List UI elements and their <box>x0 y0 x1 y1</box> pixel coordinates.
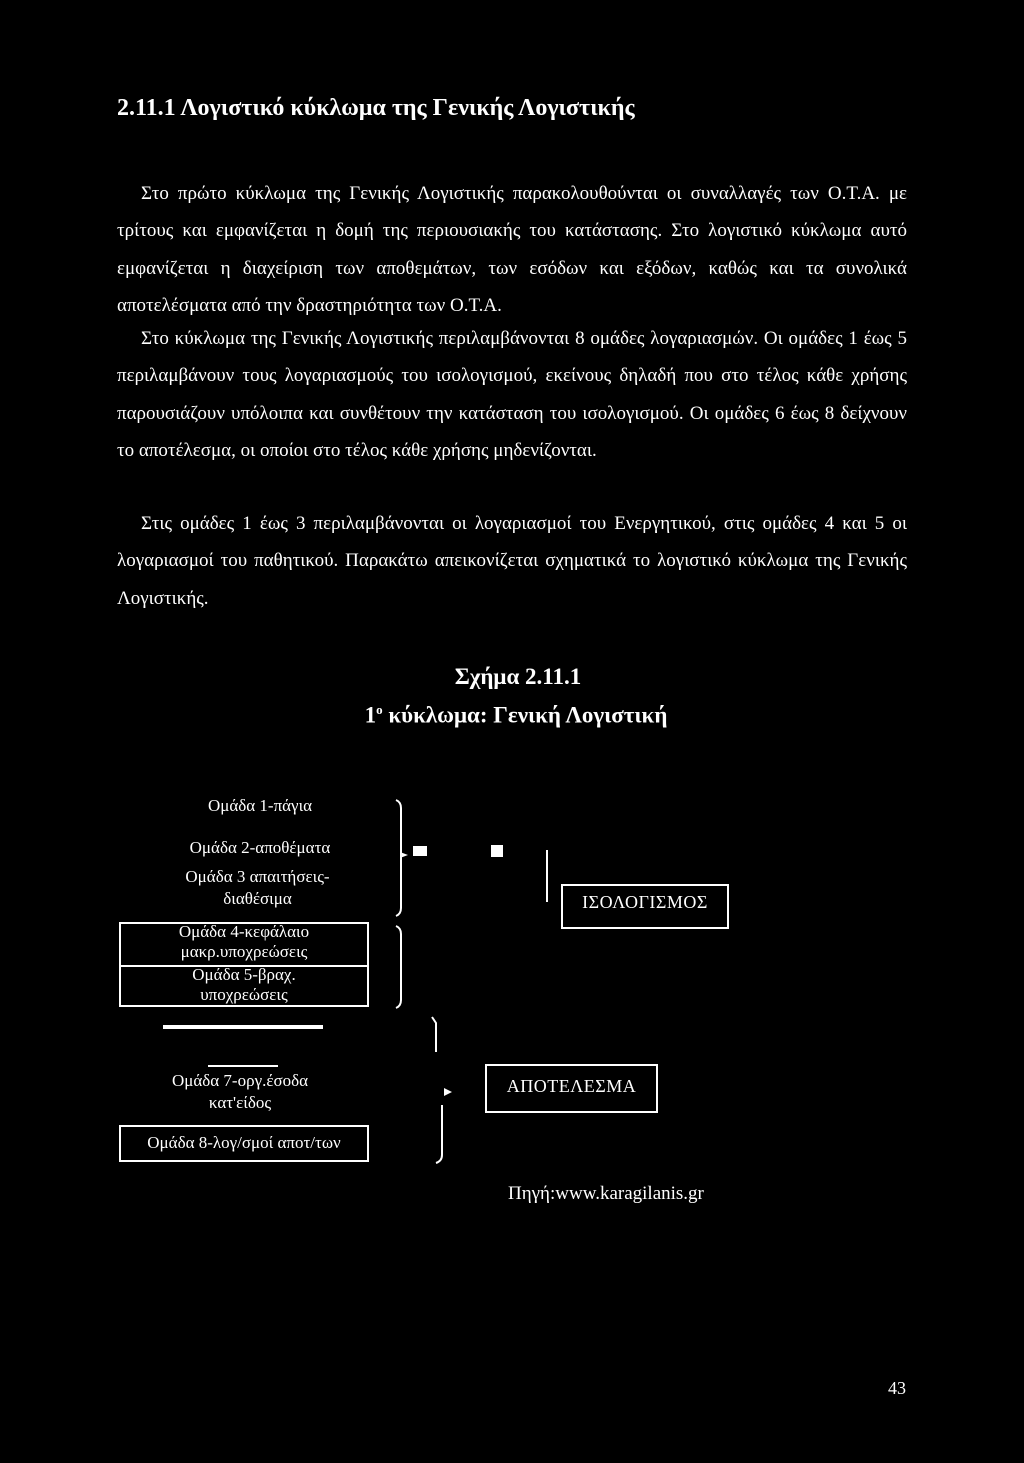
group-5-line-1: Ομάδα 5-βραχ. <box>192 965 296 984</box>
group-8-label: Ομάδα 8-λογ/σμοί αποτ/των <box>147 1133 341 1152</box>
group-7-line-1: Ομάδα 7-οργ.έσοδα <box>171 1071 309 1090</box>
figure-title-text: κύκλωμα: Γενική Λογιστική <box>382 702 668 728</box>
group-7-line-2: κατ'είδος <box>208 1093 272 1112</box>
group-4-line-1: Ομάδα 4-κεφάλαιο <box>178 922 310 941</box>
arrow-marker-1 <box>413 846 427 856</box>
arrow-marker-2 <box>491 845 503 857</box>
figure-caption: Σχήμα 2.11.1 <box>454 664 582 689</box>
group-1-label: Ομάδα 1-πάγια <box>207 796 313 815</box>
group-4-line-2: μακρ.υποχρεώσεις <box>180 942 308 961</box>
arrow-assets <box>400 852 408 858</box>
result-label: ΑΠΟΤΕΛΕΣΜΑ <box>506 1076 637 1096</box>
bracket-revenue <box>436 1105 442 1163</box>
bracket-expenses <box>432 1017 436 1052</box>
group-3-line-1: Ομάδα 3 απαιτήσεις- <box>185 867 330 886</box>
group-5-line-2: υποχρεώσεις <box>200 985 288 1004</box>
section-heading: 2.11.1 Λογιστικό κύκλωμα της Γενικής Λογιστικής <box>117 95 635 121</box>
bracket-assets <box>396 800 401 916</box>
balance-sheet-label: ΙΣΟΛΟΓΙΣΜΟΣ <box>582 892 708 912</box>
figure-title-superscript: ο <box>376 702 383 717</box>
paragraph-2-text: Στο κύκλωμα της Γενικής Λογιστικής περιλαμβάνονται 8 ομάδες λογαριασμών. Οι ομάδες 1 έως 5 περιλαμβάνουν τους λογαριασμούς του ισολογισμού, εκείνους δηλαδή που στο τέλος κάθε χρήσης παρουσιάζουν υπόλοιπα και συνθέτουν την κατάσταση του ισολογισμού. Οι ομάδες 6 έως 8 δείχνουν το αποτέλεσμα, οι οποίοι στο τέλος κάθε χρήσης μηδενίζονται. <box>117 328 907 461</box>
paragraph-3-text: Στις ομάδες 1 έως 3 περιλαμβάνονται οι λογαριασμοί του Ενεργητικού, στις ομάδες 4 και 5 οι λογαριασμοί του παθητικού. Παρακάτω απεικονίζεται σχηματικά το λογιστικό κύκλωμα της Γενικής Λογιστικής. <box>117 513 907 609</box>
bracket-liabilities <box>396 926 401 1008</box>
group-2-label: Ομάδα 2-αποθέματα <box>189 838 331 857</box>
page-number: 43 <box>888 1378 906 1398</box>
group-3-line-2: διαθέσιμα <box>223 889 292 908</box>
source-credit: Πηγή:www.karagilanis.gr <box>508 1183 704 1204</box>
arrow-result <box>444 1088 452 1096</box>
figure-title-number: 1 <box>364 702 377 728</box>
paragraph-1-text: Στο πρώτο κύκλωμα της Γενικής Λογιστικής παρακολουθούνται οι συναλλαγές των Ο.Τ.Α. με τρίτους και εμφανίζεται η δομή της περιουσιακής του κατάστασης. Στο λογιστικό κύκλωμα αυτό εμφανίζεται η διαχείριση των αποθεμάτων, των εσόδων και εξόδων, καθώς και τα συνολικά αποτελέσματα από την δραστηριότητα των Ο.Τ.Α. <box>117 183 907 316</box>
